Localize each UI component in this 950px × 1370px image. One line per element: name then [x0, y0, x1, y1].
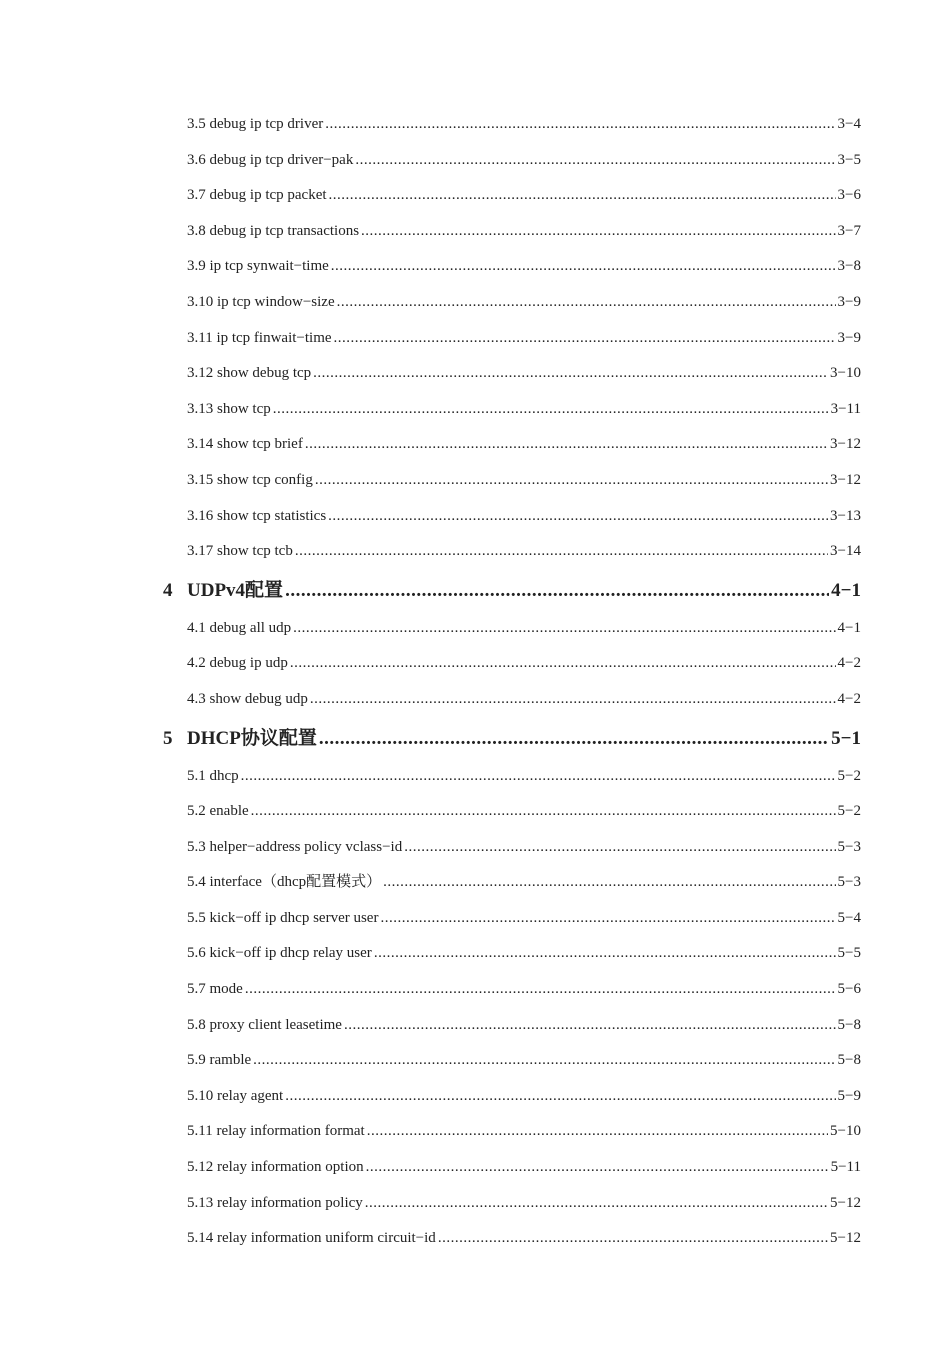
toc-entry-title: 3.14 show tcp brief	[187, 436, 303, 453]
toc-entry[interactable]	[0, 901, 861, 937]
toc-entry-title: 3.15 show tcp config	[187, 471, 313, 488]
toc-page-number: 5−9	[837, 1087, 861, 1104]
dot-leader	[273, 392, 829, 428]
toc-page-number: 3−7	[837, 222, 861, 239]
toc-page-number: 3−9	[837, 329, 861, 346]
toc-chapter-entry[interactable]	[0, 572, 861, 610]
toc-entry-title: 3.11 ip tcp finwait−time	[187, 329, 332, 346]
toc-entry-title: 5.13 relay information policy	[187, 1194, 363, 1211]
toc-entry-title: 5.4 interface（dhcp配置模式）	[187, 874, 382, 891]
toc-page-number: 3−4	[837, 116, 861, 132]
toc-entry-title: DHCP协议配置	[187, 727, 317, 749]
toc-entry[interactable]	[0, 356, 861, 392]
toc-entry-title: 3.8 debug ip tcp transactions	[187, 222, 360, 239]
toc-page-number: 4−2	[837, 690, 861, 707]
toc-entry[interactable]	[0, 1114, 861, 1150]
toc-page-number: 5−8	[837, 1016, 861, 1033]
toc-entry[interactable]	[0, 1221, 861, 1257]
toc-entry[interactable]	[0, 1079, 861, 1115]
toc-entry-title: 3.7 debug ip tcp packet	[187, 187, 327, 204]
toc-entry[interactable]	[0, 321, 861, 357]
toc-entry-title: 3.13 show tcp	[187, 400, 271, 417]
dot-leader	[383, 865, 835, 901]
toc-entry-title: 4.3 show debug udp	[187, 690, 308, 707]
dot-leader	[293, 611, 835, 647]
toc-page-number: 3−10	[830, 365, 861, 382]
toc-entry[interactable]	[0, 794, 861, 830]
dot-leader	[315, 463, 828, 499]
toc-entry[interactable]	[0, 143, 861, 179]
toc-entry[interactable]	[0, 178, 861, 214]
toc-entry[interactable]	[0, 830, 861, 866]
dot-leader	[245, 972, 836, 1008]
toc-page-number: 5−6	[837, 981, 861, 998]
toc-entry-title: 3.5 debug ip tcp driver	[187, 116, 324, 132]
toc-page-number: 5−12	[830, 1230, 861, 1247]
toc-entry-title: 3.17 show tcp tcb	[187, 543, 293, 560]
toc-page-number: 3−9	[837, 293, 861, 310]
dot-leader	[344, 1008, 836, 1044]
toc-page-number: 5−8	[837, 1052, 861, 1069]
toc-entry-title: 3.6 debug ip tcp driver−pak	[187, 151, 354, 168]
dot-leader	[380, 901, 835, 937]
toc-entry-title: 5.12 relay information option	[187, 1159, 364, 1176]
dot-leader	[313, 356, 828, 392]
toc-entry-title: 3.12 show debug tcp	[187, 365, 312, 382]
toc-entry[interactable]	[0, 1186, 861, 1222]
toc-entry[interactable]	[0, 759, 861, 795]
toc-page-number: 5−3	[837, 874, 861, 891]
dot-leader	[404, 830, 835, 866]
toc-page-number: 4−2	[837, 655, 861, 672]
toc-entry[interactable]	[0, 682, 861, 718]
toc-entry-title: 4.2 debug ip udp	[187, 655, 288, 672]
toc-page-number: 3−13	[830, 507, 861, 524]
toc-chapter-entry[interactable]	[0, 720, 861, 758]
toc-entry[interactable]	[0, 646, 861, 682]
dot-leader	[329, 178, 836, 214]
toc-page-number: 4−1	[831, 579, 861, 601]
toc-entry[interactable]	[0, 392, 861, 428]
chapter-number: 5	[163, 727, 173, 749]
dot-leader	[310, 682, 836, 718]
dot-leader	[253, 1043, 835, 1079]
table-of-contents	[0, 107, 950, 1257]
dot-leader	[251, 794, 836, 830]
dot-leader	[285, 572, 829, 610]
dot-leader	[355, 143, 835, 179]
toc-entry[interactable]	[0, 1150, 861, 1186]
toc-page-number: 5−2	[837, 767, 861, 784]
toc-entry-title: 5.8 proxy client leasetime	[187, 1016, 342, 1033]
dot-leader	[366, 1150, 829, 1186]
toc-page-number: 3−5	[837, 151, 861, 168]
toc-entry-title: 5.2 enable	[187, 803, 249, 820]
chapter-number: 4	[163, 579, 173, 601]
toc-page-number: 5−4	[837, 909, 861, 926]
toc-page-number: 5−2	[837, 803, 861, 820]
toc-entry-title: 5.10 relay agent	[187, 1087, 284, 1104]
toc-page-number: 3−8	[837, 258, 861, 275]
toc-page-number: 5−11	[830, 1159, 861, 1176]
toc-entry-title: 3.9 ip tcp synwait−time	[187, 258, 329, 275]
toc-entry[interactable]	[0, 285, 861, 321]
toc-entry[interactable]	[0, 972, 861, 1008]
toc-entry-title: 4.1 debug all udp	[187, 619, 292, 636]
toc-page-number: 5−1	[831, 727, 861, 749]
toc-entry[interactable]	[0, 1008, 861, 1044]
toc-page-number: 3−14	[830, 543, 861, 560]
dot-leader	[305, 427, 828, 463]
toc-page-number: 5−5	[837, 945, 861, 962]
dot-leader	[328, 499, 828, 535]
dot-leader	[438, 1221, 828, 1257]
toc-entry-title: 5.5 kick−off ip dhcp server user	[187, 909, 379, 926]
toc-entry[interactable]	[0, 1043, 861, 1079]
dot-leader	[241, 759, 836, 795]
dot-leader	[295, 534, 828, 570]
toc-entry[interactable]	[0, 534, 861, 570]
toc-entry[interactable]	[0, 107, 861, 143]
dot-leader	[290, 646, 836, 682]
toc-entry-title: 3.10 ip tcp window−size	[187, 293, 335, 310]
toc-entry[interactable]	[0, 463, 861, 499]
dot-leader	[365, 1186, 828, 1222]
dot-leader	[325, 107, 835, 143]
toc-entry[interactable]	[0, 214, 861, 250]
toc-entry[interactable]	[0, 611, 861, 647]
toc-entry[interactable]	[0, 249, 861, 285]
toc-entry-title: 5.3 helper−address policy vclass−id	[187, 838, 403, 855]
dot-leader	[374, 936, 836, 972]
toc-page-number: 5−12	[830, 1194, 861, 1211]
dot-leader	[334, 321, 836, 357]
toc-entry-title: 5.9 ramble	[187, 1052, 252, 1069]
dot-leader	[331, 249, 836, 285]
toc-entry-title: 3.16 show tcp statistics	[187, 507, 327, 524]
dot-leader	[319, 720, 829, 758]
dot-leader	[285, 1079, 835, 1115]
dot-leader	[367, 1114, 828, 1150]
toc-entry-title: 5.11 relay information format	[187, 1123, 365, 1140]
toc-entry-title: 5.7 mode	[187, 981, 243, 998]
toc-page-number: 4−1	[837, 619, 861, 636]
toc-entry-title: 5.1 dhcp	[187, 767, 239, 784]
toc-entry[interactable]	[0, 936, 861, 972]
toc-page-number: 3−12	[830, 471, 861, 488]
toc-page-number: 3−6	[837, 187, 861, 204]
dot-leader	[361, 214, 835, 250]
dot-leader	[337, 285, 836, 321]
toc-page-number: 3−12	[830, 436, 861, 453]
toc-entry[interactable]	[0, 865, 861, 901]
toc-entry-title: UDPv4配置	[187, 579, 284, 601]
toc-entry[interactable]	[0, 427, 861, 463]
toc-entry-title: 5.6 kick−off ip dhcp relay user	[187, 945, 372, 962]
toc-entry-title: 5.14 relay information uniform circuit−id	[187, 1230, 436, 1247]
toc-page-number: 5−10	[830, 1123, 861, 1140]
toc-entry[interactable]	[0, 499, 861, 535]
toc-page-number: 3−11	[830, 400, 861, 417]
toc-page-number: 5−3	[837, 838, 861, 855]
